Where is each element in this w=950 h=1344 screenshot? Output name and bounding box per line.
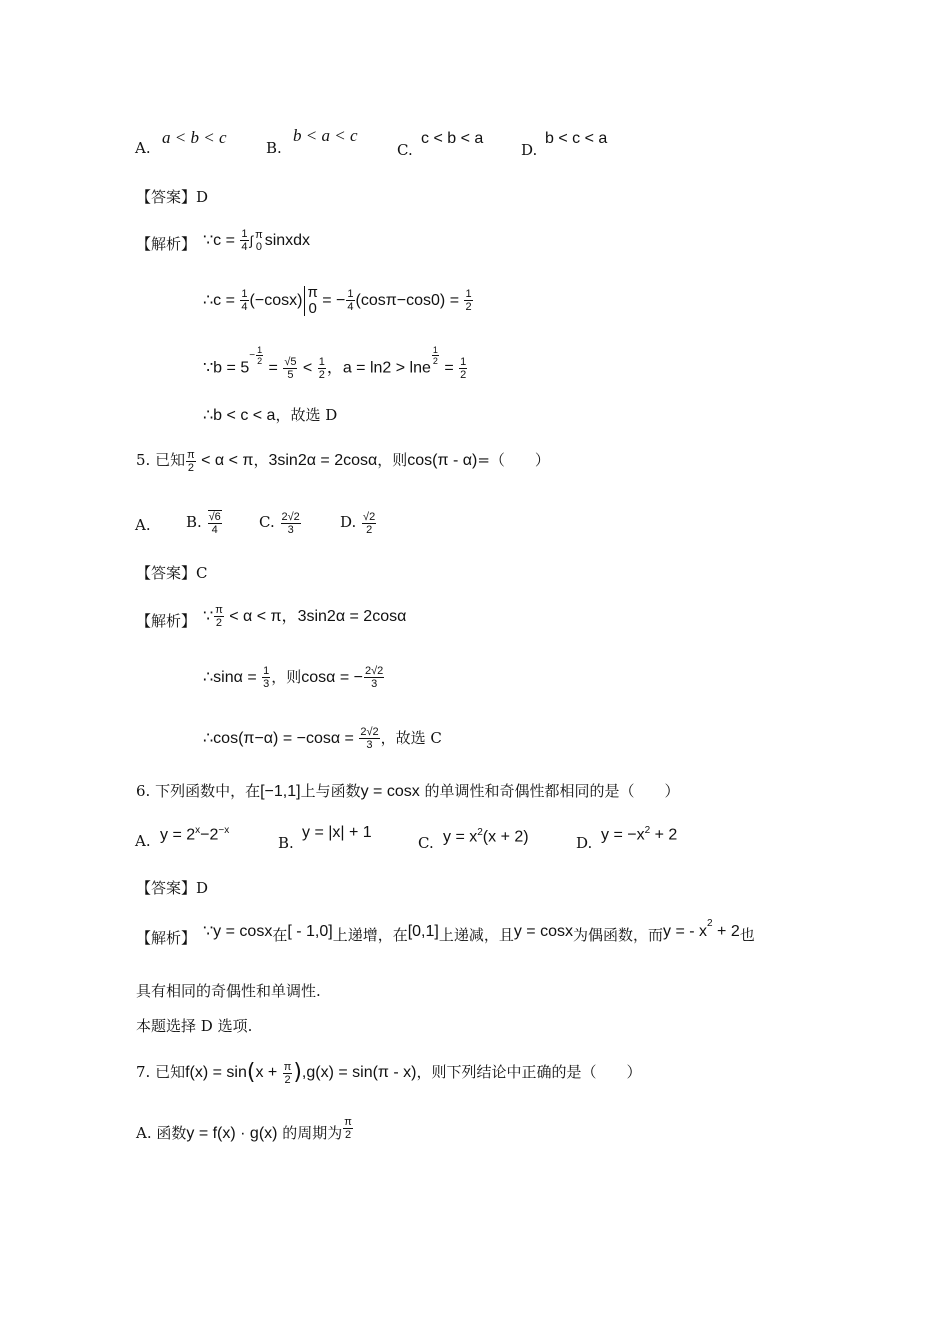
math-text: = − [317, 292, 346, 309]
math-text: < [298, 359, 317, 377]
integral-sign: ∫ [249, 233, 254, 248]
text: ，故选 D [275, 406, 338, 424]
math-text: < α < π [224, 608, 282, 625]
q4-solution-line-4 [203, 405, 337, 426]
math-text: ∵c = [203, 232, 240, 249]
math-text: (cosπ−cos0) = [355, 292, 464, 309]
q6-stem [136, 781, 680, 802]
q6-solution-line-1: ∵y = cosx在[ - 1,0]上递增，在[0,1]上递减，且y = cosx为偶函数，而y = - $x^2 + 2$也 [203, 918, 755, 944]
evaluation-bounds: π 0 [307, 283, 318, 317]
option-letter: B. [186, 513, 202, 531]
q6-option-a-letter: A. [135, 832, 151, 850]
math-text: ∴b < c < a [203, 407, 276, 424]
fraction: $\frac{2√2}{3}$ [281, 510, 300, 536]
answer-value: D [196, 188, 209, 206]
option-text: A. 函数 [136, 1124, 187, 1142]
math-text: 3sin2α = 2cosα [268, 452, 378, 469]
fraction: $\frac{\pi}{2}$ [215, 604, 223, 630]
fraction: $\frac{1}{4}$ [241, 228, 248, 254]
right-paren: ) [293, 1060, 302, 1085]
fraction: $\frac{\pi}{2}$ [344, 1115, 352, 1141]
fraction: $\frac{2√2}{3}$ [365, 665, 384, 691]
answer-label: 【答案】 [136, 564, 197, 582]
q4-options-row [135, 138, 151, 158]
q6-option-b-letter: B. [278, 834, 294, 852]
text: 的单调性和奇偶性都相同的是（ ） [419, 782, 680, 800]
fraction: $\frac{1}{4}$ [241, 288, 248, 314]
q4-answer [136, 187, 208, 207]
math-text: (−cosx) [249, 292, 303, 309]
q6-answer [136, 878, 208, 898]
math-text: y = f(x) · g(x) [186, 1125, 278, 1142]
q7-option-a [136, 1116, 354, 1151]
fraction: $\frac{1}{2}$ [318, 355, 325, 381]
q5-option-d [340, 505, 377, 539]
q6-solution-line-3: 本题选择 D 选项. [136, 1017, 253, 1035]
math-text: ∵b = 5 [203, 359, 250, 377]
math-text: cos(π - α) [407, 452, 478, 469]
math-text: [−1,1] [260, 783, 301, 800]
text: 的周期为 [277, 1124, 343, 1142]
fraction: $\frac{1}{2}$ [460, 355, 467, 381]
question-number: 7. 已知 [136, 1063, 186, 1081]
fraction: $\frac{\pi}{2}$ [283, 1060, 292, 1086]
math-text: = [439, 359, 459, 377]
fraction: $\frac{2√2}{3}$ [360, 726, 379, 752]
integral-bounds: π 0 [255, 228, 263, 253]
q5-option-c [259, 505, 302, 539]
text: ， [253, 451, 269, 469]
math-text: ∴cos(π−α) = −cosα = [203, 730, 359, 747]
exponent: 1 2 [432, 344, 438, 366]
option-letter: D. [340, 513, 357, 531]
q4-analysis-label: 【解析】 [136, 235, 197, 253]
math-text: x + [255, 1064, 282, 1081]
option-letter: C. [259, 513, 275, 531]
fraction: $\frac{\pi}{2}$ [187, 448, 195, 474]
answer-value: D [196, 879, 209, 897]
math-text: < α < π [196, 452, 254, 469]
q5-solution-line-1 [203, 599, 406, 634]
text: ，则下列结论中正确的是（ ） [416, 1063, 642, 1081]
q5-stem [136, 443, 550, 478]
question-number: 5. 已知 [136, 451, 186, 469]
text: =（ ） [477, 451, 550, 469]
q5-answer [136, 563, 208, 583]
q4-option-c-expr: c < b < a [421, 130, 484, 147]
question-number: 6. 下列函数中，在 [136, 782, 261, 800]
q5-solution-line-2 [203, 660, 385, 695]
exponent: − 1 2 [249, 344, 263, 366]
fraction: $\frac{√2}{2}$ [363, 510, 376, 536]
q4-option-d-letter: D. [521, 141, 538, 159]
q6-option-a-expr: $y = 2^x-2^{-x}$ [160, 825, 230, 844]
q4-option-a-letter: A. [135, 139, 151, 157]
q7-stem [136, 1055, 642, 1090]
q4-solution-line-1 [203, 224, 310, 258]
q4-solution-line-2 [203, 284, 474, 318]
math-text: ∴c = [203, 292, 240, 309]
q6-option-c-expr: $y = x^2(x + 2)$ [443, 827, 529, 846]
math-text: y = cosx [360, 783, 420, 800]
answer-label: 【答案】 [136, 879, 197, 897]
fraction: $\frac{1}{2}$ [465, 288, 472, 314]
q4-option-b-expr: b < a < c [293, 126, 358, 145]
q6-option-b-expr: y = |x| + 1 [302, 824, 372, 841]
q4-option-d-expr: b < c < a [545, 130, 608, 147]
evaluation-bar [304, 286, 305, 316]
q5-option-a: A. [135, 516, 151, 534]
text: ，则 [377, 451, 408, 469]
q5-analysis-label: 【解析】 [136, 612, 197, 630]
q4-option-b-letter: B. [266, 139, 282, 157]
q6-option-c-letter: C. [418, 834, 434, 852]
math-text: ,g(x) = sin(π - x) [301, 1064, 417, 1081]
q4-solution-line-3 [203, 344, 468, 388]
q5-solution-line-3 [203, 721, 442, 756]
text: ，则 [271, 668, 302, 686]
fraction: $\frac{√6}{4}$ [208, 511, 221, 536]
q6-option-d-expr: $y = -x^2 + 2$ [601, 825, 678, 844]
math-text: 3sin2α = 2cosα [297, 608, 407, 625]
text: 上与函数 [300, 782, 361, 800]
answer-value: C [196, 564, 208, 582]
text: ， [281, 606, 298, 625]
math-text: f(x) = sin [185, 1064, 247, 1081]
q6-analysis-label: 【解析】 [136, 929, 197, 947]
text: ，故选 C [380, 729, 442, 747]
fraction: $\frac{1}{3}$ [263, 665, 270, 691]
q6-solution-line-2: 具有相同的奇偶性和单调性. [136, 982, 321, 1000]
q4-option-c-letter: C. [397, 141, 413, 159]
math-text: ∴sinα = [203, 669, 262, 686]
left-paren: ( [246, 1060, 256, 1085]
math-text: = [264, 359, 283, 377]
math-text: ，a = ln2 > lne [326, 359, 431, 377]
q5-option-b [186, 505, 223, 539]
answer-label: 【答案】 [136, 188, 197, 206]
q4-option-a-expr: a < b < c [162, 128, 227, 147]
math-text: cosα = − [301, 669, 363, 686]
fraction: $\frac{√5}{5}$ [284, 355, 297, 381]
q6-option-d-letter: D. [576, 834, 593, 852]
math-text: sinxdx [264, 232, 311, 249]
fraction: $\frac{1}{4}$ [347, 288, 354, 314]
math-text: ∵ [203, 608, 214, 625]
